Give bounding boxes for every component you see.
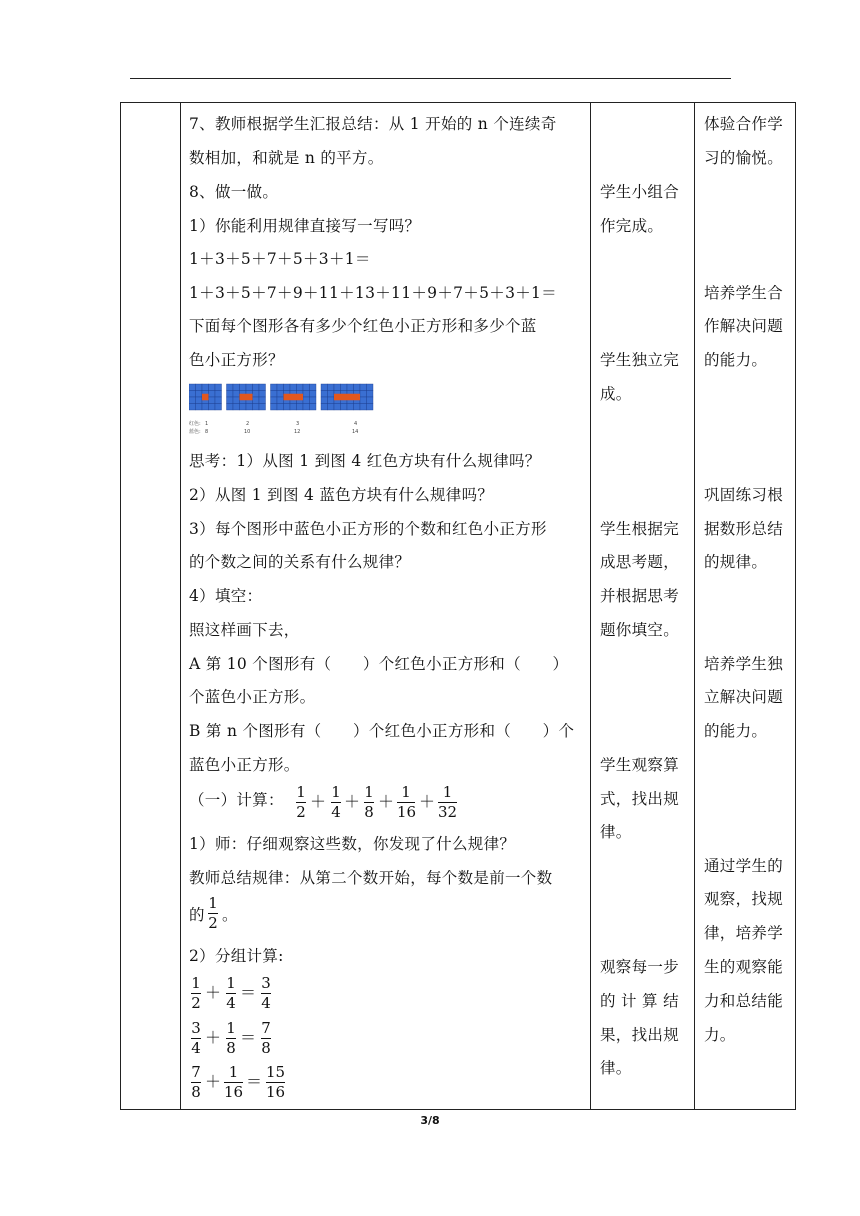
fraction: 1 8 <box>364 783 374 821</box>
blue-square <box>215 391 222 398</box>
pattern-3 <box>271 384 317 410</box>
blue-square <box>297 384 304 391</box>
blue-square <box>246 384 253 391</box>
red-squares <box>284 394 304 401</box>
intent-line: 据数形总结 <box>704 520 784 538</box>
red-count: 2 <box>246 421 250 427</box>
fraction: 1 16 <box>397 783 417 821</box>
blue-square <box>227 391 234 398</box>
intent-line: 习的愉悦。 <box>704 149 784 167</box>
intent-line: 力。 <box>704 1026 736 1044</box>
blue-square <box>360 397 367 404</box>
student-line: 律。 <box>600 823 632 841</box>
activity-line: 1＋3＋5＋7＋9＋11＋13＋11＋9＋7＋5＋3＋1＝ <box>189 284 557 302</box>
student-line: 学生独立完 <box>600 351 680 369</box>
blue-count: 12 <box>294 429 301 435</box>
student-line: 观察每一步 <box>600 958 680 976</box>
activity-line: 4）填空： <box>189 587 263 605</box>
intent-line: 作解决问题 <box>704 317 784 335</box>
blue-square <box>253 391 260 398</box>
fraction: 1 4 <box>331 783 341 821</box>
pattern-figure <box>189 383 389 435</box>
column-divider-1 <box>180 102 181 1110</box>
red-squares <box>240 394 253 401</box>
blue-square <box>215 384 222 391</box>
activity-line: 3）每个图形中蓝色小正方形的个数和红色小正方形 <box>189 520 547 538</box>
intent-line: 巩固练习根 <box>704 486 784 504</box>
blue-square <box>321 404 328 411</box>
blue-square <box>209 391 216 398</box>
blue-square <box>227 384 234 391</box>
blue-square <box>347 404 354 411</box>
equals-sign: ＝ <box>240 1028 257 1047</box>
blue-square <box>367 404 374 411</box>
blue-square <box>328 384 335 391</box>
blue-square <box>189 391 196 398</box>
fraction: 1 2 <box>296 783 306 821</box>
plus-sign: ＋ <box>205 983 222 1002</box>
blue-square <box>290 384 297 391</box>
table-left-border <box>120 102 121 1110</box>
blue-square <box>277 404 284 411</box>
blue-square <box>271 397 278 404</box>
activity-line: 7、教师根据学生汇报总结：从 1 开始的 n 个连续奇 <box>189 115 557 133</box>
activity-line: 1）师：仔细观察这些数，你发现了什么规律？ <box>189 835 516 853</box>
blue-square <box>271 404 278 411</box>
blue-square <box>227 404 234 411</box>
activity-line: 教师总结规律：从第二个数开始，每个数是前一个数 <box>189 869 553 887</box>
student-line: 题你填空。 <box>600 621 680 639</box>
column-divider-3 <box>694 102 695 1110</box>
blue-square <box>259 384 266 391</box>
fraction: 1 16 <box>224 1063 244 1101</box>
blue-square <box>209 384 216 391</box>
student-line: 成。 <box>600 385 632 403</box>
fraction: 7 8 <box>191 1063 201 1101</box>
activity-line: 2）从图 1 到图 4 蓝色方块有什么规律吗？ <box>189 486 494 504</box>
red-count-label: 红色: <box>189 421 201 427</box>
fraction: 1 32 <box>438 783 458 821</box>
blue-square <box>196 391 203 398</box>
blue-square <box>196 404 203 411</box>
blue-square <box>253 397 260 404</box>
blue-count: 14 <box>352 429 359 435</box>
blue-square <box>321 384 328 391</box>
blue-square <box>310 391 317 398</box>
table-right-border <box>795 102 796 1110</box>
blue-square <box>367 391 374 398</box>
blue-square <box>196 397 203 404</box>
blue-square <box>297 404 304 411</box>
fraction: 1 4 <box>226 974 236 1012</box>
blue-square <box>284 384 291 391</box>
blue-square <box>334 404 341 411</box>
red-squares <box>334 394 360 401</box>
blue-square <box>341 404 348 411</box>
intent-line: 立解决问题 <box>704 688 784 706</box>
activity-line: 蓝色小正方形。 <box>189 756 300 774</box>
blue-square <box>271 384 278 391</box>
activity-line: 下面每个图形各有多少个红色小正方形和多少个蓝 <box>189 317 537 335</box>
blue-square <box>360 404 367 411</box>
plus-sign: ＋ <box>205 1028 222 1047</box>
blue-square <box>209 404 216 411</box>
fraction: 3 4 <box>261 974 271 1012</box>
activity-line: 2）分组计算: <box>189 947 284 965</box>
blue-square <box>367 397 374 404</box>
blue-square <box>367 384 374 391</box>
blue-square <box>202 384 209 391</box>
blue-square <box>246 404 253 411</box>
blue-square <box>233 404 240 411</box>
blue-square <box>277 397 284 404</box>
fraction: 3 4 <box>191 1019 201 1057</box>
student-line: 作完成。 <box>600 217 664 235</box>
activity-line: 照这样画下去， <box>189 621 300 639</box>
student-line: 成思考题， <box>600 553 680 571</box>
activity-line: 1＋3＋5＋7＋5＋3＋1＝ <box>189 250 371 268</box>
equals-sign: ＝ <box>240 983 257 1002</box>
fraction: 1 2 <box>191 974 201 1012</box>
student-line: 学生小组合 <box>600 183 680 201</box>
fraction-half: 1 2 <box>208 894 218 932</box>
blue-square <box>310 397 317 404</box>
blue-square <box>360 391 367 398</box>
intent-line: 律，培养学 <box>704 924 784 942</box>
blue-square <box>284 404 291 411</box>
student-line: 果，找出规 <box>600 1026 680 1044</box>
plus-sign: ＋ <box>378 792 395 811</box>
blue-square <box>189 397 196 404</box>
blue-square <box>321 391 328 398</box>
blue-square <box>277 391 284 398</box>
blue-count-label: 蓝色: <box>189 429 201 435</box>
page-number: 3/8 <box>420 1114 440 1127</box>
column-divider-2 <box>590 102 591 1110</box>
activity-line: 1）你能利用规律直接写一写吗？ <box>189 217 421 235</box>
student-line: 律。 <box>600 1059 632 1077</box>
blue-square <box>277 384 284 391</box>
activity-line: 数相加，和就是 n 的平方。 <box>189 149 384 167</box>
activity-line: 色小正方形？ <box>189 351 284 369</box>
blue-square <box>233 384 240 391</box>
blue-square <box>310 384 317 391</box>
activity-line: 。 <box>222 906 238 924</box>
fraction: 15 16 <box>266 1063 286 1101</box>
blue-square <box>310 404 317 411</box>
blue-square <box>303 397 310 404</box>
blue-square <box>227 397 234 404</box>
blue-square <box>303 384 310 391</box>
intent-line: 体验合作学 <box>704 115 784 133</box>
student-line: 式，找出规 <box>600 790 680 808</box>
student-line: 并根据思考 <box>600 587 680 605</box>
activity-line: 的个数之间的关系有什么规律？ <box>189 553 411 571</box>
intent-line: 观察，找规 <box>704 890 784 908</box>
blue-square <box>354 384 361 391</box>
blue-square <box>334 384 341 391</box>
plus-sign: ＋ <box>205 1072 222 1091</box>
student-line: 学生根据完 <box>600 520 680 538</box>
blue-square <box>341 384 348 391</box>
blue-square <box>303 391 310 398</box>
blue-square <box>259 397 266 404</box>
blue-square <box>290 404 297 411</box>
red-squares <box>202 394 209 401</box>
intent-line: 的能力。 <box>704 351 768 369</box>
blue-square <box>196 384 203 391</box>
activity-line: A 第 10 个图形有（ ）个红色小正方形和（ ） <box>189 655 569 673</box>
intent-line: 培养学生合 <box>704 284 784 302</box>
pattern-1 <box>189 384 222 410</box>
intent-line: 通过学生的 <box>704 857 784 875</box>
blue-square <box>202 404 209 411</box>
pattern-2 <box>227 384 266 410</box>
blue-square <box>215 397 222 404</box>
blue-count: 10 <box>244 429 251 435</box>
plus-sign: ＋ <box>344 792 361 811</box>
intent-line: 的能力。 <box>704 722 768 740</box>
blue-square <box>328 404 335 411</box>
blue-square <box>321 397 328 404</box>
blue-square <box>209 397 216 404</box>
equals-sign: ＝ <box>246 1072 263 1091</box>
blue-square <box>240 384 247 391</box>
blue-square <box>354 404 361 411</box>
blue-square <box>328 391 335 398</box>
blue-square <box>259 404 266 411</box>
activity-line: 思考：1）从图 1 到图 4 红色方块有什么规律吗？ <box>189 452 541 470</box>
red-count: 3 <box>296 421 300 427</box>
fraction: 1 8 <box>226 1019 236 1057</box>
activity-line: 的 <box>189 906 205 924</box>
student-line: 的 计 算 结 <box>600 992 679 1010</box>
intent-line: 培养学生独 <box>704 655 784 673</box>
pattern-4 <box>321 384 373 410</box>
blue-square <box>233 391 240 398</box>
activity-line: B 第 n 个图形有（ ）个红色小正方形和（ ）个 <box>189 722 575 740</box>
activity-line: 个蓝色小正方形。 <box>189 688 316 706</box>
intent-line: 的规律。 <box>704 553 768 571</box>
blue-square <box>240 404 247 411</box>
blue-square <box>189 404 196 411</box>
fraction: 7 8 <box>261 1019 271 1057</box>
intent-line: 生的观察能 <box>704 958 784 976</box>
plus-sign: ＋ <box>419 792 436 811</box>
student-line: 学生观察算 <box>600 756 680 774</box>
red-count: 1 <box>205 421 209 427</box>
intent-line: 力和总结能 <box>704 992 784 1010</box>
calc-heading: （一）计算： <box>189 791 284 809</box>
blue-square <box>189 384 196 391</box>
red-count: 4 <box>354 421 358 427</box>
blue-square <box>253 384 260 391</box>
blue-square <box>271 391 278 398</box>
blue-square <box>215 404 222 411</box>
blue-square <box>253 404 260 411</box>
blue-square <box>303 404 310 411</box>
blue-square <box>328 397 335 404</box>
blue-count: 8 <box>205 429 209 435</box>
plus-sign: ＋ <box>310 792 327 811</box>
blue-square <box>233 397 240 404</box>
blue-square <box>259 391 266 398</box>
blue-square <box>360 384 367 391</box>
blue-square <box>347 384 354 391</box>
activity-line: 8、做一做。 <box>189 183 279 201</box>
